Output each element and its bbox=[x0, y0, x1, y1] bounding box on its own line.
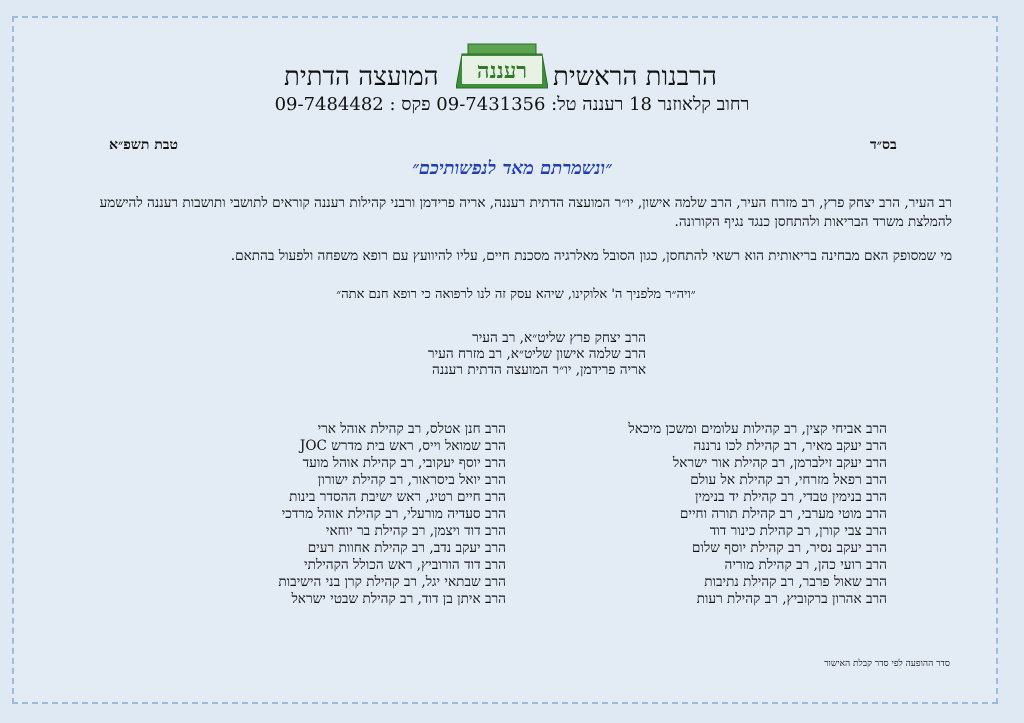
signer-line: הרב שלמה אישון שליט״א, רב מזרח העיר bbox=[427, 346, 646, 362]
rabbi-line: הרב חנן אטלס, רב קהילת אוהל ארי bbox=[317, 421, 506, 437]
order-footnote: סדר ההופעה לפי סדר קבלת האישור bbox=[824, 659, 950, 669]
rabbi-line: הרב שאול פרבר, רב קהילת נתיבות bbox=[704, 574, 887, 590]
rabbi-line: הרב אביחי קצין, רב קהילות עלומים ומשכן מיכאל bbox=[628, 421, 887, 437]
rabbi-line: הרב מוטי מערבי, רב קהילת תורה וחיים bbox=[679, 506, 887, 522]
rabbi-line: הרב דוד הורוביץ, ראש הכולל הקהילתי bbox=[304, 557, 506, 573]
blessing-quote: ״ויה״ר מלפניך ה' אלוקינו, שיהא עסק זה לנו לרפואה כי רופא חנם אתה״ bbox=[336, 287, 696, 302]
raanana-logo bbox=[456, 40, 548, 92]
signer-line: הרב יצחק פרץ שליט״א, רב העיר bbox=[472, 330, 646, 346]
title-chief-rabbinate: הרבנות הראשית bbox=[553, 62, 717, 92]
address-line: רחוב קלאוזנר 18 רעננה טל: 09-7431356 פקס : 09-7484482 bbox=[274, 94, 750, 115]
paragraph-call-to-vaccinate: רב העיר, הרב יצחק פרץ, רב מזרח העיר, הרב שלמה אישון, יו״ר המועצה הדתית רעננה, אריה פרידמן ורבני קהילות רעננה קוראים לתושבי ותושבות רעננה להישמע להמלצת משרד הבריאות ולהתחסן כנגד נגיף הקורונה. bbox=[99, 195, 952, 230]
rabbi-line: הרב יעקב נסיר, רב קהילת יוסף שלום bbox=[691, 540, 887, 556]
rabbi-line: הרב רועי כהן, רב קהילת מוריה bbox=[724, 557, 887, 573]
rabbi-line: הרב שמואל וייס, ראש בית מדרש JOC bbox=[299, 438, 506, 454]
hebrew-date: טבת תשפ״א bbox=[109, 137, 178, 153]
title-religious-council: המועצה הדתית bbox=[284, 62, 439, 92]
rabbis-list-left bbox=[210, 421, 506, 608]
rabbi-line: הרב צבי קורן, רב קהילת כינור דוד bbox=[709, 523, 887, 539]
signer-line: אריה פרידמן, יו״ר המועצה הדתית רעננה bbox=[432, 362, 646, 378]
rabbi-line: הרב שבתאי יגל, רב קהילת קרן בני הישיבות bbox=[278, 574, 506, 590]
rabbi-line: הרב דוד ויצמן, רב קהילת בר יוחאי bbox=[325, 523, 506, 539]
rabbi-line: הרב איתן בן דוד, רב קהילת שבטי ישראל bbox=[291, 591, 506, 607]
paragraph-allergy-note: מי שמסופק האם מבחינה בריאותית הוא רשאי להתחסן, כגון הסובל מאלרגיה מסכנת חיים, עליו להיוועץ עם רופא משפחה ולפעול בהתאם. bbox=[230, 248, 952, 264]
bsd-mark: בס״ד bbox=[870, 137, 897, 153]
rabbi-line: הרב בנימין טבדי, רב קהילת יד בנימין bbox=[694, 489, 887, 505]
rabbi-line: הרב יעקב נדב, רב קהילת אחוות רעים bbox=[307, 540, 506, 556]
rabbi-line: הרב חיים רטיג, ראש ישיבת ההסדר בינות bbox=[289, 489, 506, 505]
rabbi-line: הרב יעקב זילברמן, רב קהילת אור ישראל bbox=[672, 455, 887, 471]
rabbi-line: הרב סעדיה מורעלי, רב קהילת אוהל מרדכי bbox=[281, 506, 506, 522]
rabbi-line: הרב אהרון ברקוביץ, רב קהילת רעות bbox=[696, 591, 887, 607]
rabbi-line: הרב יעקב מאיר, רב קהילת לכו נרננה bbox=[693, 438, 887, 454]
signers-block bbox=[370, 330, 646, 378]
rabbi-line: הרב יוסף יעקובי, רב קהילת אוהל מועד bbox=[302, 455, 506, 471]
logo-text: רעננה bbox=[476, 58, 528, 84]
rabbi-line: הרב רפאל מזרחי, רב קהילת אל עולם bbox=[690, 472, 887, 488]
headline: ״ונשמרתם מאד לנפשותיכם״ bbox=[412, 158, 612, 179]
rabbi-line: הרב יואל ביסראור, רב קהילת ישורון bbox=[317, 472, 506, 488]
rabbis-list-right bbox=[560, 421, 887, 608]
